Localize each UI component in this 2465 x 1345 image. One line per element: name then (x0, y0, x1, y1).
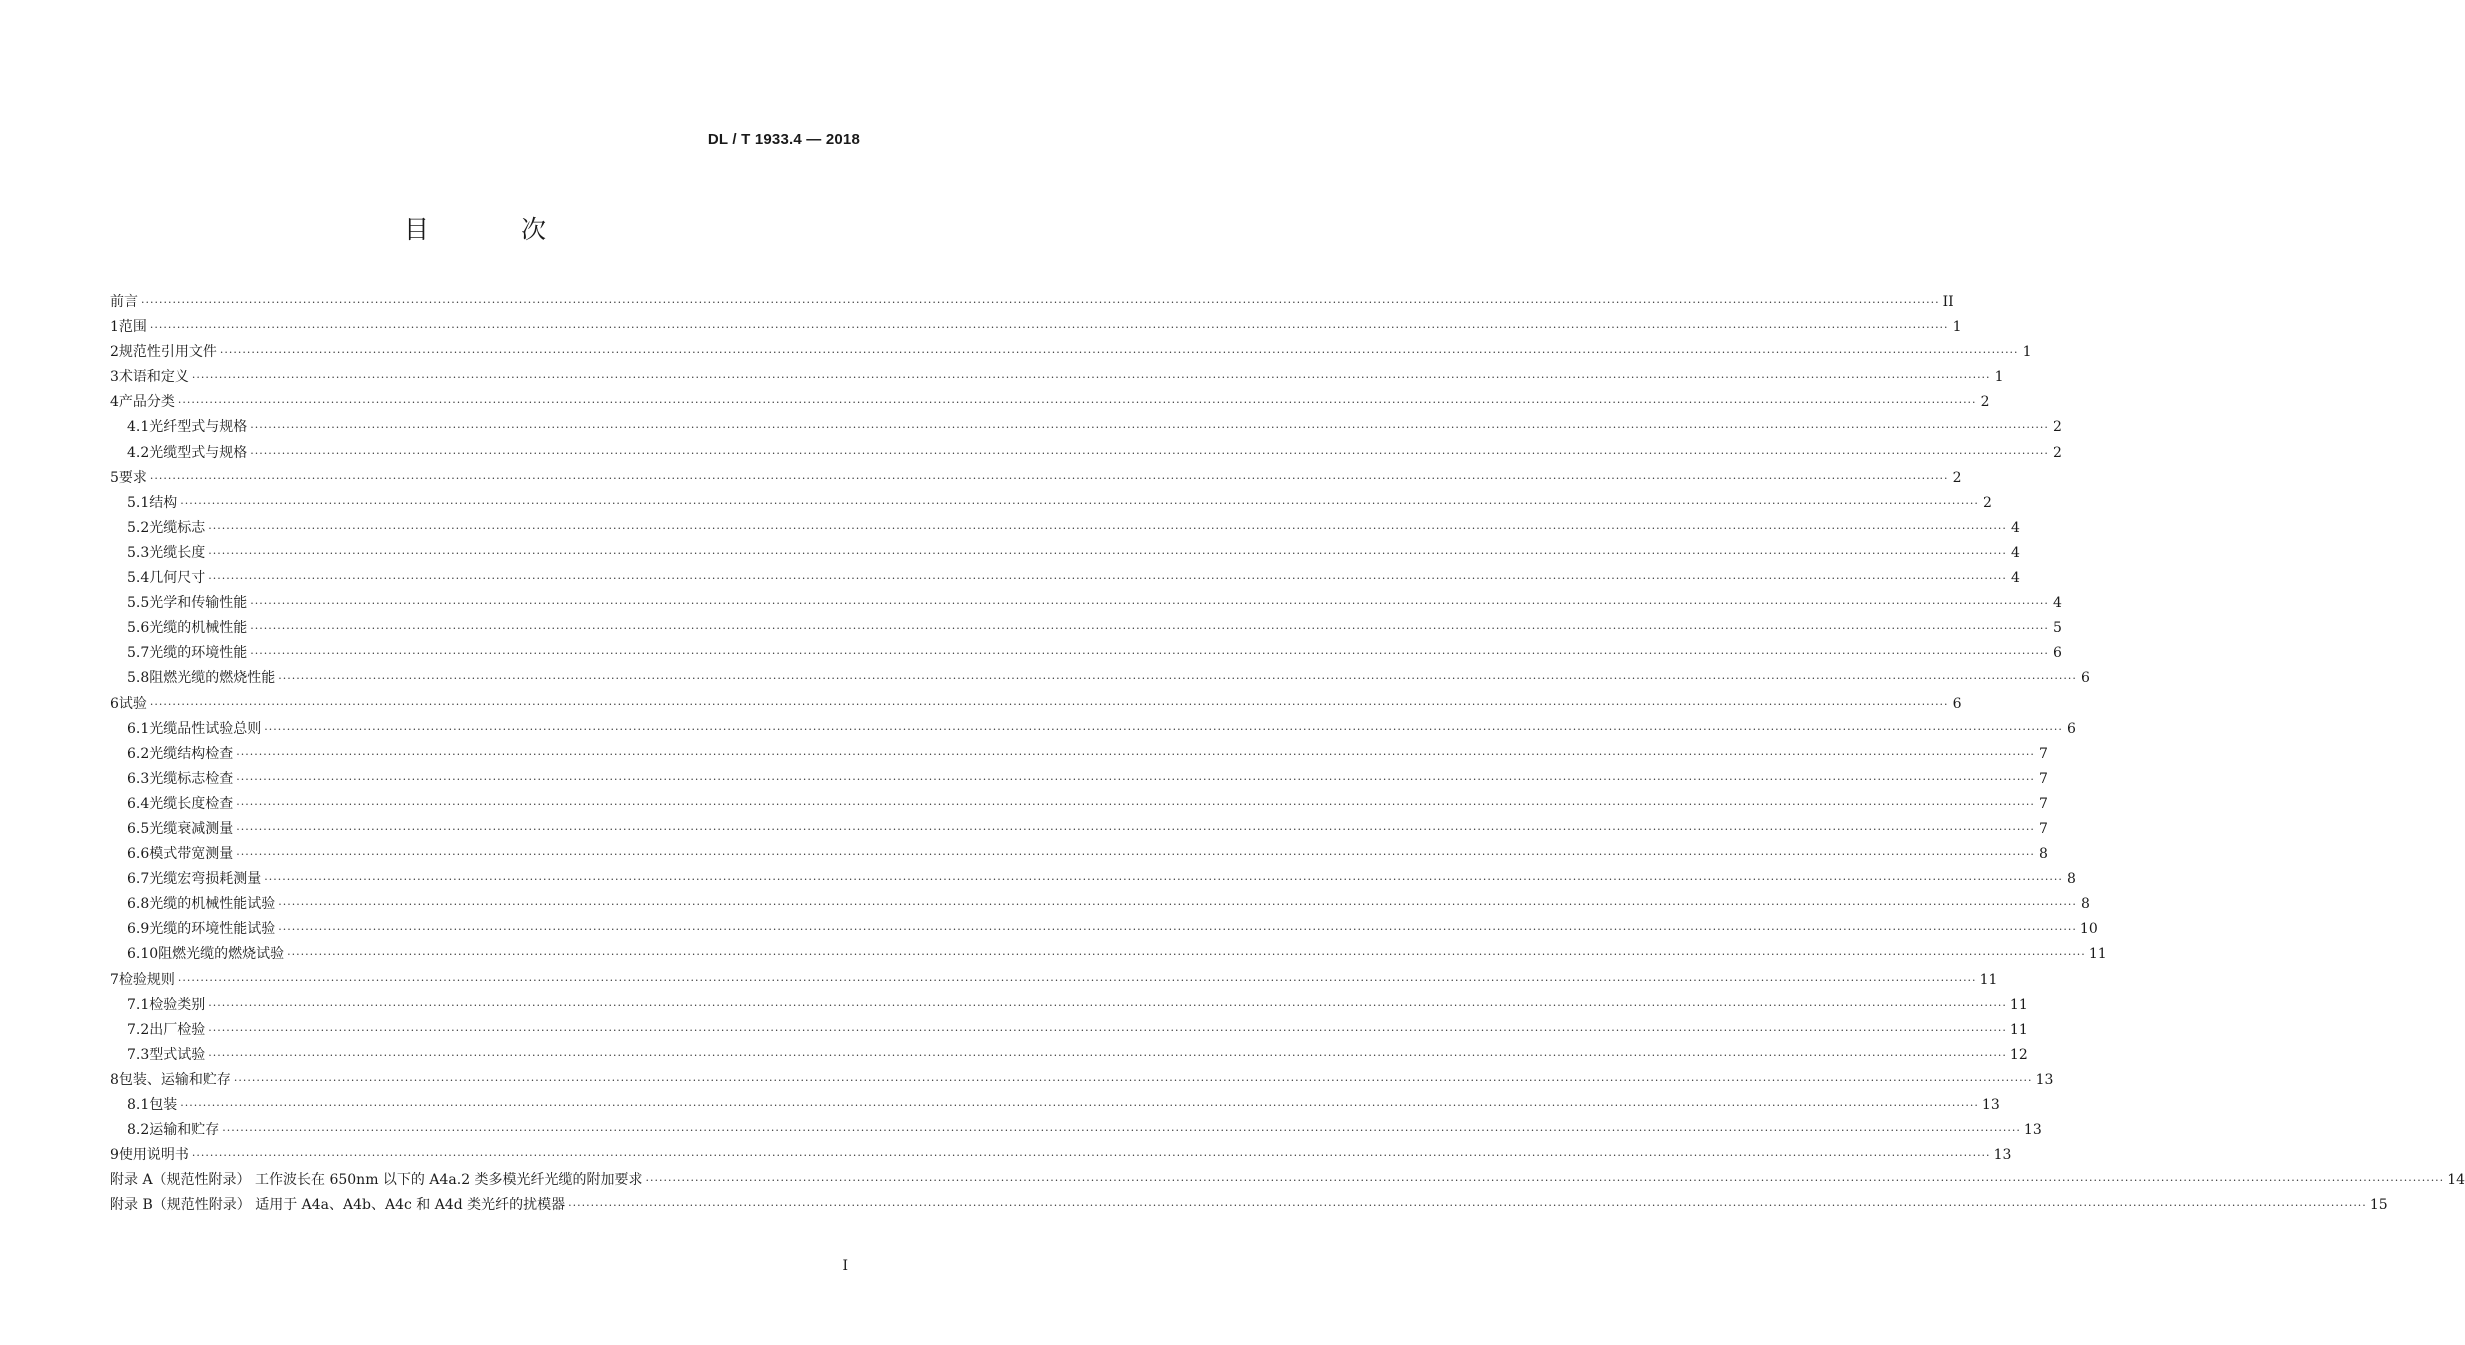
toc-leader-dots: ················································································································································································································································································································································································································ (236, 747, 2035, 761)
toc-leader-dots: ················································································································································································································································································································································································································ (208, 1048, 2007, 1062)
toc-entry-label: 运输和贮存 (149, 1122, 220, 1139)
toc-entry-number: 8.2 (127, 1122, 150, 1139)
toc-entry[interactable] (110, 1093, 2000, 1118)
toc-entry-label: 光缆标志 (149, 519, 206, 536)
toc-entry-page: 8 (2066, 871, 2076, 888)
toc-entry[interactable] (110, 491, 1992, 516)
toc-entry[interactable] (110, 1043, 2028, 1068)
toc-entry-page: 2 (2052, 444, 2062, 461)
toc-entry-number: 1 (110, 319, 119, 336)
toc-entry-label: 光缆的机械性能 (149, 620, 248, 637)
toc-entry-label: 产品分类 (118, 394, 175, 411)
toc-entry-number: 6.2 (127, 745, 150, 762)
toc-entry-number: 6 (110, 695, 119, 712)
toc-entry-label: 结构 (149, 494, 178, 511)
toc-leader-dots: ················································································································································································································································································································································································································ (568, 1199, 2367, 1213)
toc-entry[interactable] (110, 641, 2062, 666)
toc-entry-label: 阻燃光缆的燃烧性能 (149, 670, 276, 687)
toc-entry[interactable] (110, 1068, 2054, 1093)
toc-entry-number: 5.7 (127, 645, 150, 662)
toc-entry-page: II (1942, 294, 1954, 310)
toc-entry[interactable] (110, 817, 2048, 842)
page-title: 目 次 (404, 215, 588, 244)
toc-entry-label: 光缆长度检查 (149, 795, 234, 812)
toc-entry-page: 4 (2052, 595, 2062, 612)
toc-entry-label: 光缆的环境性能试验 (149, 921, 276, 938)
toc-entry[interactable] (110, 365, 2004, 390)
toc-leader-dots: ················································································································································································································································································································································································································ (278, 898, 2077, 912)
toc-leader-dots: ················································································································································································································································································································································································································ (236, 772, 2035, 786)
toc-leader-dots: ················································································································································································································································································································································································································ (191, 371, 1991, 385)
toc-entry-number: 8 (110, 1071, 119, 1088)
toc-entry-page: 15 (2369, 1197, 2388, 1214)
toc-entry-page: 12 (2009, 1046, 2028, 1063)
toc-leader-dots: ················································································································································································································································································································································································································ (208, 521, 2007, 535)
toc-entry[interactable] (110, 767, 2048, 792)
toc-leader-dots: ················································································································································································································································································································································································································ (233, 1073, 2033, 1087)
toc-entry-number: 5.8 (127, 670, 150, 687)
toc-entry-page: 6 (1952, 695, 1962, 712)
toc-entry-page: 8 (2080, 896, 2090, 913)
toc-entry[interactable] (110, 867, 2076, 892)
toc-entry[interactable] (110, 290, 1954, 315)
toc-entry[interactable] (110, 315, 1962, 340)
toc-entry-label: 光缆长度 (149, 544, 206, 561)
toc-entry-label: 包装、运输和贮存 (118, 1071, 231, 1088)
toc-entry-number: 4.1 (127, 419, 150, 436)
toc-entry-number: 6.1 (127, 720, 150, 737)
standard-code: DL / T 1933.4 — 2018 (707, 131, 860, 148)
toc-entry-page: 11 (2088, 946, 2107, 963)
toc-entry[interactable] (110, 792, 2048, 817)
toc-entry-label: 范围 (118, 319, 147, 336)
toc-leader-dots: ················································································································································································································································································································································································································ (208, 1023, 2007, 1037)
toc-leader-dots: ················································································································································································································································································································································································································ (250, 647, 2049, 661)
toc-entry-label: 要求 (118, 469, 147, 486)
toc-entry-page: 10 (2079, 921, 2098, 938)
toc-entry-number: 6.3 (127, 770, 150, 787)
toc-entry[interactable] (110, 717, 2076, 742)
toc-entry-page: 11 (2009, 1021, 2028, 1038)
toc-entry-number: 8.1 (127, 1097, 150, 1113)
toc-entry-page: 13 (2023, 1122, 2042, 1139)
toc-leader-dots: ················································································································································································································································································································································································································ (208, 546, 2007, 560)
toc-entry[interactable] (110, 892, 2090, 917)
toc-entry-page: 13 (1993, 1147, 2012, 1164)
toc-entry-label: 光缆的机械性能试验 (149, 896, 276, 913)
toc-entry-page: 2 (1952, 469, 1962, 486)
toc-entry-number: 6.5 (127, 820, 150, 837)
toc-entry[interactable] (110, 516, 2020, 541)
toc-entry-page: 2 (1980, 394, 1990, 411)
toc-leader-dots: ················································································································································································································································································································································································································ (236, 822, 2035, 836)
toc-entry-label: 光缆标志检查 (149, 770, 234, 787)
toc-entry-number: 5.2 (127, 519, 150, 536)
toc-leader-dots: ················································································································································································································································································································································································································ (222, 1124, 2021, 1138)
toc-leader-dots: ················································································································································································································································································································································································································ (278, 672, 2077, 686)
toc-entry[interactable] (110, 441, 2062, 466)
toc-entry-page: 8 (2038, 846, 2048, 863)
toc-entry-page: 4 (2010, 519, 2020, 536)
toc-entry[interactable] (110, 917, 2098, 942)
toc-entry-label: 附录 A（规范性附录） 工作波长在 650nm 以下的 A4a.2 类多模光纤光缆的附加要求 (110, 1172, 643, 1189)
toc-entry[interactable] (110, 968, 1998, 993)
toc-entry-number: 7.2 (127, 1021, 150, 1038)
toc-entry-page: 13 (2035, 1071, 2054, 1088)
toc-entry-label: 检验规则 (118, 971, 175, 988)
toc-entry[interactable] (110, 842, 2048, 867)
toc-entry-number: 5.6 (127, 620, 150, 637)
toc-entry[interactable] (110, 1118, 2042, 1143)
toc-leader-dots: ················································································································································································································································································································································································································ (177, 396, 1977, 410)
toc-entry-label: 使用说明书 (118, 1147, 189, 1164)
toc-entry[interactable] (110, 1143, 2012, 1168)
toc-entry-number: 5.4 (127, 570, 150, 587)
toc-entry[interactable] (110, 566, 2020, 591)
toc-entry-number: 7.3 (127, 1046, 150, 1063)
toc-entry[interactable] (110, 541, 2020, 566)
toc-entry-page: 4 (2010, 544, 2020, 561)
toc-entry[interactable] (110, 1018, 2028, 1043)
page-number: I (842, 1258, 848, 1274)
toc-entry-label: 包装 (149, 1097, 178, 1113)
toc-entry-label: 光缆衰减测量 (149, 820, 234, 837)
toc-entry-label: 规范性引用文件 (118, 344, 217, 361)
toc-leader-dots: ················································································································································································································································································································································································································ (645, 1174, 2445, 1188)
toc-entry-page: 4 (2010, 570, 2020, 587)
toc-entry-page: 2 (2052, 419, 2062, 436)
toc-entry-number: 7 (110, 971, 119, 988)
toc-entry-page: 5 (2052, 620, 2062, 637)
toc-leader-dots: ················································································································································································································································································································································································································ (149, 697, 1949, 711)
toc-leader-dots: ················································································································································································································································································································································································································ (141, 296, 1940, 309)
toc-entry-page: 11 (1979, 971, 1998, 988)
toc-leader-dots: ················································································································································································································································································································································································································ (264, 873, 2063, 887)
toc-entry-number: 6.6 (127, 846, 150, 863)
toc-entry-number: 4.2 (127, 444, 150, 461)
toc-entry-label: 型式试验 (149, 1046, 206, 1063)
toc-leader-dots: ················································································································································································································································································································································································································ (250, 597, 2049, 611)
toc-entry-label: 光缆型式与规格 (149, 444, 248, 461)
toc-entry[interactable] (110, 466, 1962, 491)
toc-leader-dots: ················································································································································································································································································································································································································ (219, 346, 2019, 360)
toc-entry-number: 9 (110, 1147, 119, 1164)
toc-entry-number: 5.5 (127, 595, 150, 612)
toc-entry-page: 1 (1994, 369, 2004, 386)
toc-entry-page: 1 (1952, 319, 1962, 336)
toc-entry-label: 光缆宏弯损耗测量 (149, 871, 262, 888)
toc-entry-number: 2 (110, 344, 119, 361)
toc-entry-label: 光缆的环境性能 (149, 645, 248, 662)
toc-entry-number: 6.8 (127, 896, 150, 913)
toc-leader-dots: ················································································································································································································································································································································································································ (149, 471, 1949, 485)
toc-entry-number: 7.1 (127, 996, 150, 1013)
toc-leader-dots: ················································································································································································································································································································································································································ (191, 1149, 1991, 1163)
toc-entry[interactable] (110, 1168, 2465, 1193)
toc-leader-dots: ················································································································································································································································································································································································································ (180, 496, 1979, 510)
toc-leader-dots: ················································································································································································································································································································································································································ (287, 948, 2086, 962)
toc-leader-dots: ················································································································································································································································································································································································································ (250, 622, 2049, 636)
toc-leader-dots: ················································································································································································································································································································································································································ (208, 998, 2007, 1012)
toc-entry-label: 检验类别 (149, 996, 206, 1013)
toc-entry-label: 模式带宽测量 (149, 846, 234, 863)
toc-entry-label: 术语和定义 (118, 369, 189, 386)
toc-entry[interactable] (110, 390, 1990, 415)
toc-entry-number: 6.7 (127, 871, 150, 888)
toc-entry-label: 出厂检验 (149, 1021, 206, 1038)
toc-entry[interactable] (110, 616, 2062, 641)
toc-entry-label: 几何尺寸 (149, 570, 206, 587)
toc-entry-label: 前言 (110, 294, 138, 310)
toc-entry[interactable] (110, 993, 2028, 1018)
toc-entry[interactable] (110, 591, 2062, 616)
toc-entry-label: 光学和传输性能 (149, 595, 248, 612)
toc-entry-label: 附录 B（规范性附录） 适用于 A4a、A4b、A4c 和 A4d 类光纤的扰模器 (110, 1197, 566, 1214)
toc-entry-page: 7 (2038, 795, 2048, 812)
toc-entry-page: 13 (1981, 1097, 2000, 1113)
toc-entry[interactable] (110, 666, 2090, 691)
toc-entry[interactable] (110, 1193, 2388, 1218)
toc-entry-page: 6 (2052, 645, 2062, 662)
toc-entry-page: 7 (2038, 770, 2048, 787)
toc-leader-dots: ················································································································································································································································································································································································································ (264, 722, 2063, 736)
toc-entry[interactable] (110, 942, 2107, 967)
toc-leader-dots: ················································································································································································································································································································································································································ (278, 923, 2077, 937)
toc-entry-number: 5.1 (127, 494, 150, 511)
toc-entry[interactable] (110, 415, 2062, 440)
toc-entry-number: 4 (110, 394, 119, 411)
toc-entry-number: 6.9 (127, 921, 150, 938)
table-of-contents (110, 290, 2465, 1218)
toc-leader-dots: ················································································································································································································································································································································································································ (236, 848, 2035, 862)
toc-leader-dots: ················································································································································································································································································································································································································ (236, 797, 2035, 811)
toc-leader-dots: ················································································································································································································································································································································································································ (250, 446, 2049, 460)
toc-entry-page: 6 (2066, 720, 2076, 737)
toc-entry-number: 6.10 (127, 946, 159, 963)
toc-entry-number: 5.3 (127, 544, 150, 561)
toc-entry-page: 1 (2022, 344, 2032, 361)
toc-entry-page: 7 (2038, 745, 2048, 762)
toc-entry[interactable] (110, 742, 2048, 767)
toc-entry-page: 7 (2038, 820, 2048, 837)
toc-leader-dots: ················································································································································································································································································································································································································ (250, 421, 2049, 435)
toc-entry-number: 6.4 (127, 795, 150, 812)
toc-entry-number: 5 (110, 469, 119, 486)
toc-entry-label: 光缆品性试验总则 (149, 720, 262, 737)
toc-leader-dots: ················································································································································································································································································································································································································ (180, 1099, 1979, 1112)
toc-entry-page: 6 (2080, 670, 2090, 687)
toc-entry-label: 光缆结构检查 (149, 745, 234, 762)
toc-entry[interactable] (110, 692, 1962, 717)
toc-leader-dots: ················································································································································································································································································································································································································ (208, 572, 2007, 586)
toc-entry-page: 11 (2009, 996, 2028, 1013)
toc-leader-dots: ················································································································································································································································································································································································································ (177, 973, 1977, 987)
toc-entry-label: 光纤型式与规格 (149, 419, 248, 436)
toc-entry-label: 试验 (118, 695, 147, 712)
toc-entry-page: 14 (2447, 1172, 2465, 1189)
toc-leader-dots: ················································································································································································································································································································································································································ (149, 321, 1949, 335)
toc-entry[interactable] (110, 340, 2032, 365)
toc-entry-page: 2 (1982, 494, 1992, 511)
toc-entry-label: 阻燃光缆的燃烧试验 (158, 946, 285, 963)
toc-entry-number: 3 (110, 369, 119, 386)
